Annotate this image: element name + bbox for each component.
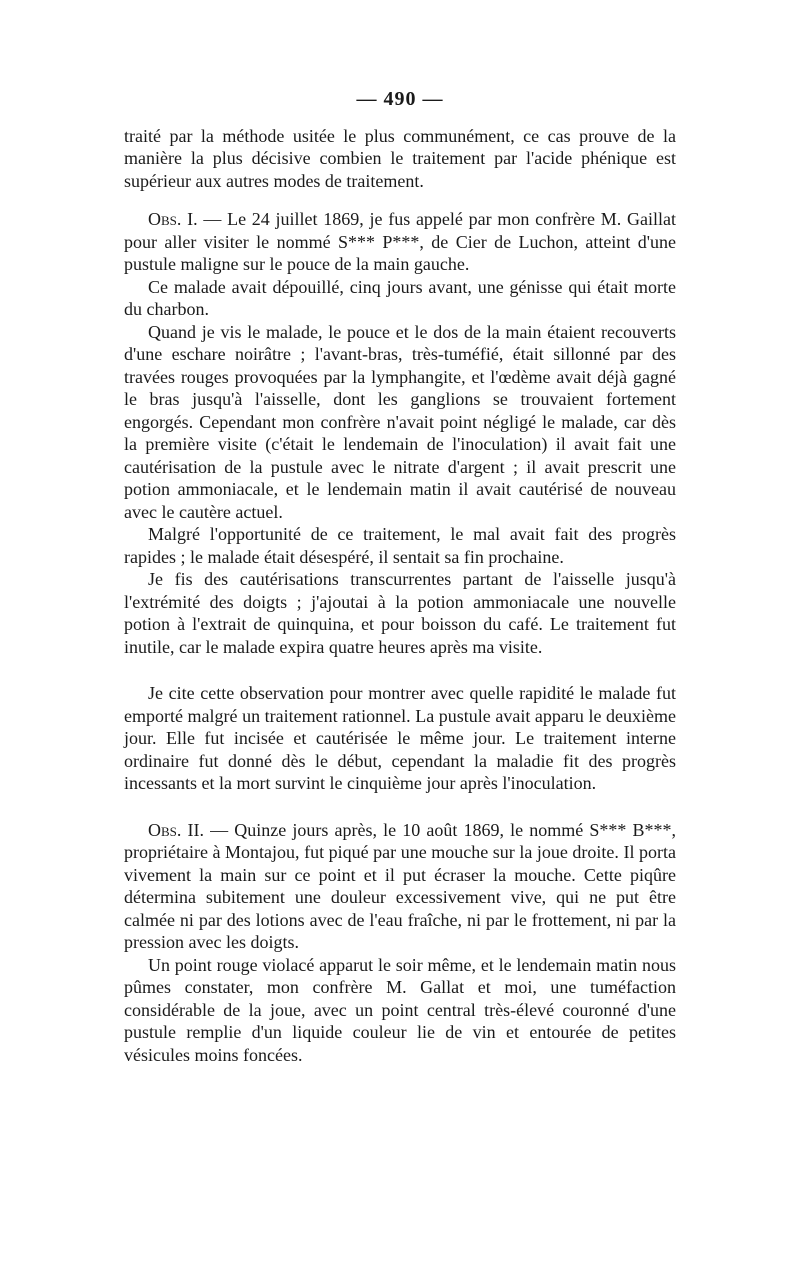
observation-label: Obs. I. —	[148, 209, 228, 229]
paragraph: Je fis des cautérisations transcurrentes partant de l'aisselle jusqu'à l'extrémité des doigts ; j'ajoutai à la potion ammoniacale une nouvelle potion à l'extrait de quinquina, et pour boisson du café. Le traitement fut inutile, car le malade expira quatre heures après ma visite.	[124, 569, 676, 657]
paragraph: Malgré l'opportunité de ce traitement, le mal avait fait des progrès rapides ; le malade était désespéré, il sentait sa fin prochaine.	[124, 524, 676, 567]
paragraph: Ce malade avait dépouillé, cinq jours avant, une génisse qui était morte du charbon.	[124, 276, 676, 319]
paragraph: Un point rouge violacé apparut le soir même, et le lendemain matin nous pûmes constater, mon confrère M. Gallat et moi, une tuméfaction considérable de la joue, avec un point central très-élevé couronné d'une pustule remplie d'un liquide couleur lie de vin et entourée de petites vésicules moins foncées.	[124, 954, 676, 1065]
page-number: — 490 —	[356, 88, 444, 110]
observation-label: Obs. II. —	[148, 819, 235, 840]
paragraph-text: Le 24 juillet 1869, je fus appelé par mon confrère M. Gaillat pour aller visiter le nommé S*** P***, de Cier de Luchon, atteint d'une pustule maligne sur le pouce de la main gauche.	[124, 209, 676, 274]
observation-2-paragraph	[124, 819, 676, 954]
paragraph: Quand je vis le malade, le pouce et le dos de la main étaient recouverts d'une eschare noirâtre ; l'avant-bras, très-tuméfié, était sillonné par des travées rouges provoquées par la lymphangite, et l'œdème avait déjà gagné le bras jusqu'à l'aisselle, dont les ganglions se trouvaient fortement engorgés. Cependant mon confrère n'avait point négligé le malade, car dès la première visite (c'était le lendemain de l'inoculation) il avait fait une cautérisation de la pustule avec le nitrate d'argent ; il avait prescrit une potion ammoniacale, et le lendemain matin il avait cautérisé de nouveau avec le cautère actuel.	[124, 321, 676, 522]
paragraph: traité par la méthode usitée le plus communément, ce cas prouve de la manière la plus décisive combien le traitement par l'acide phénique est supérieur aux autres modes de traitement.	[124, 125, 676, 191]
paragraph: Je cite cette observation pour montrer avec quelle rapidité le malade fut emporté malgré un traitement rationnel. La pustule avait apparu le deuxième jour. Elle fut incisée et cautérisée le même jour. Le traitement interne ordinaire fut donné dès le début, cependant la maladie fit des progrès incessants et la mort survint le cinquième jour après l'inoculation.	[124, 683, 676, 793]
paragraph-text: Quinze jours après, le 10 août 1869, le nommé S*** B***, propriétaire à Montajou, fut piqué par une mouche sur la joue droite. Il porta vivement la main sur ce point et il put écraser la mouche. Cette piqûre détermina subitement une douleur excessivement vive, qui ne put être calmée ni par des lotions avec de l'eau fraîche, ni par le frottement, ni par la pression avec les doigts.	[124, 819, 677, 952]
observation-1-paragraph	[124, 208, 676, 276]
page	[124, 88, 676, 1066]
